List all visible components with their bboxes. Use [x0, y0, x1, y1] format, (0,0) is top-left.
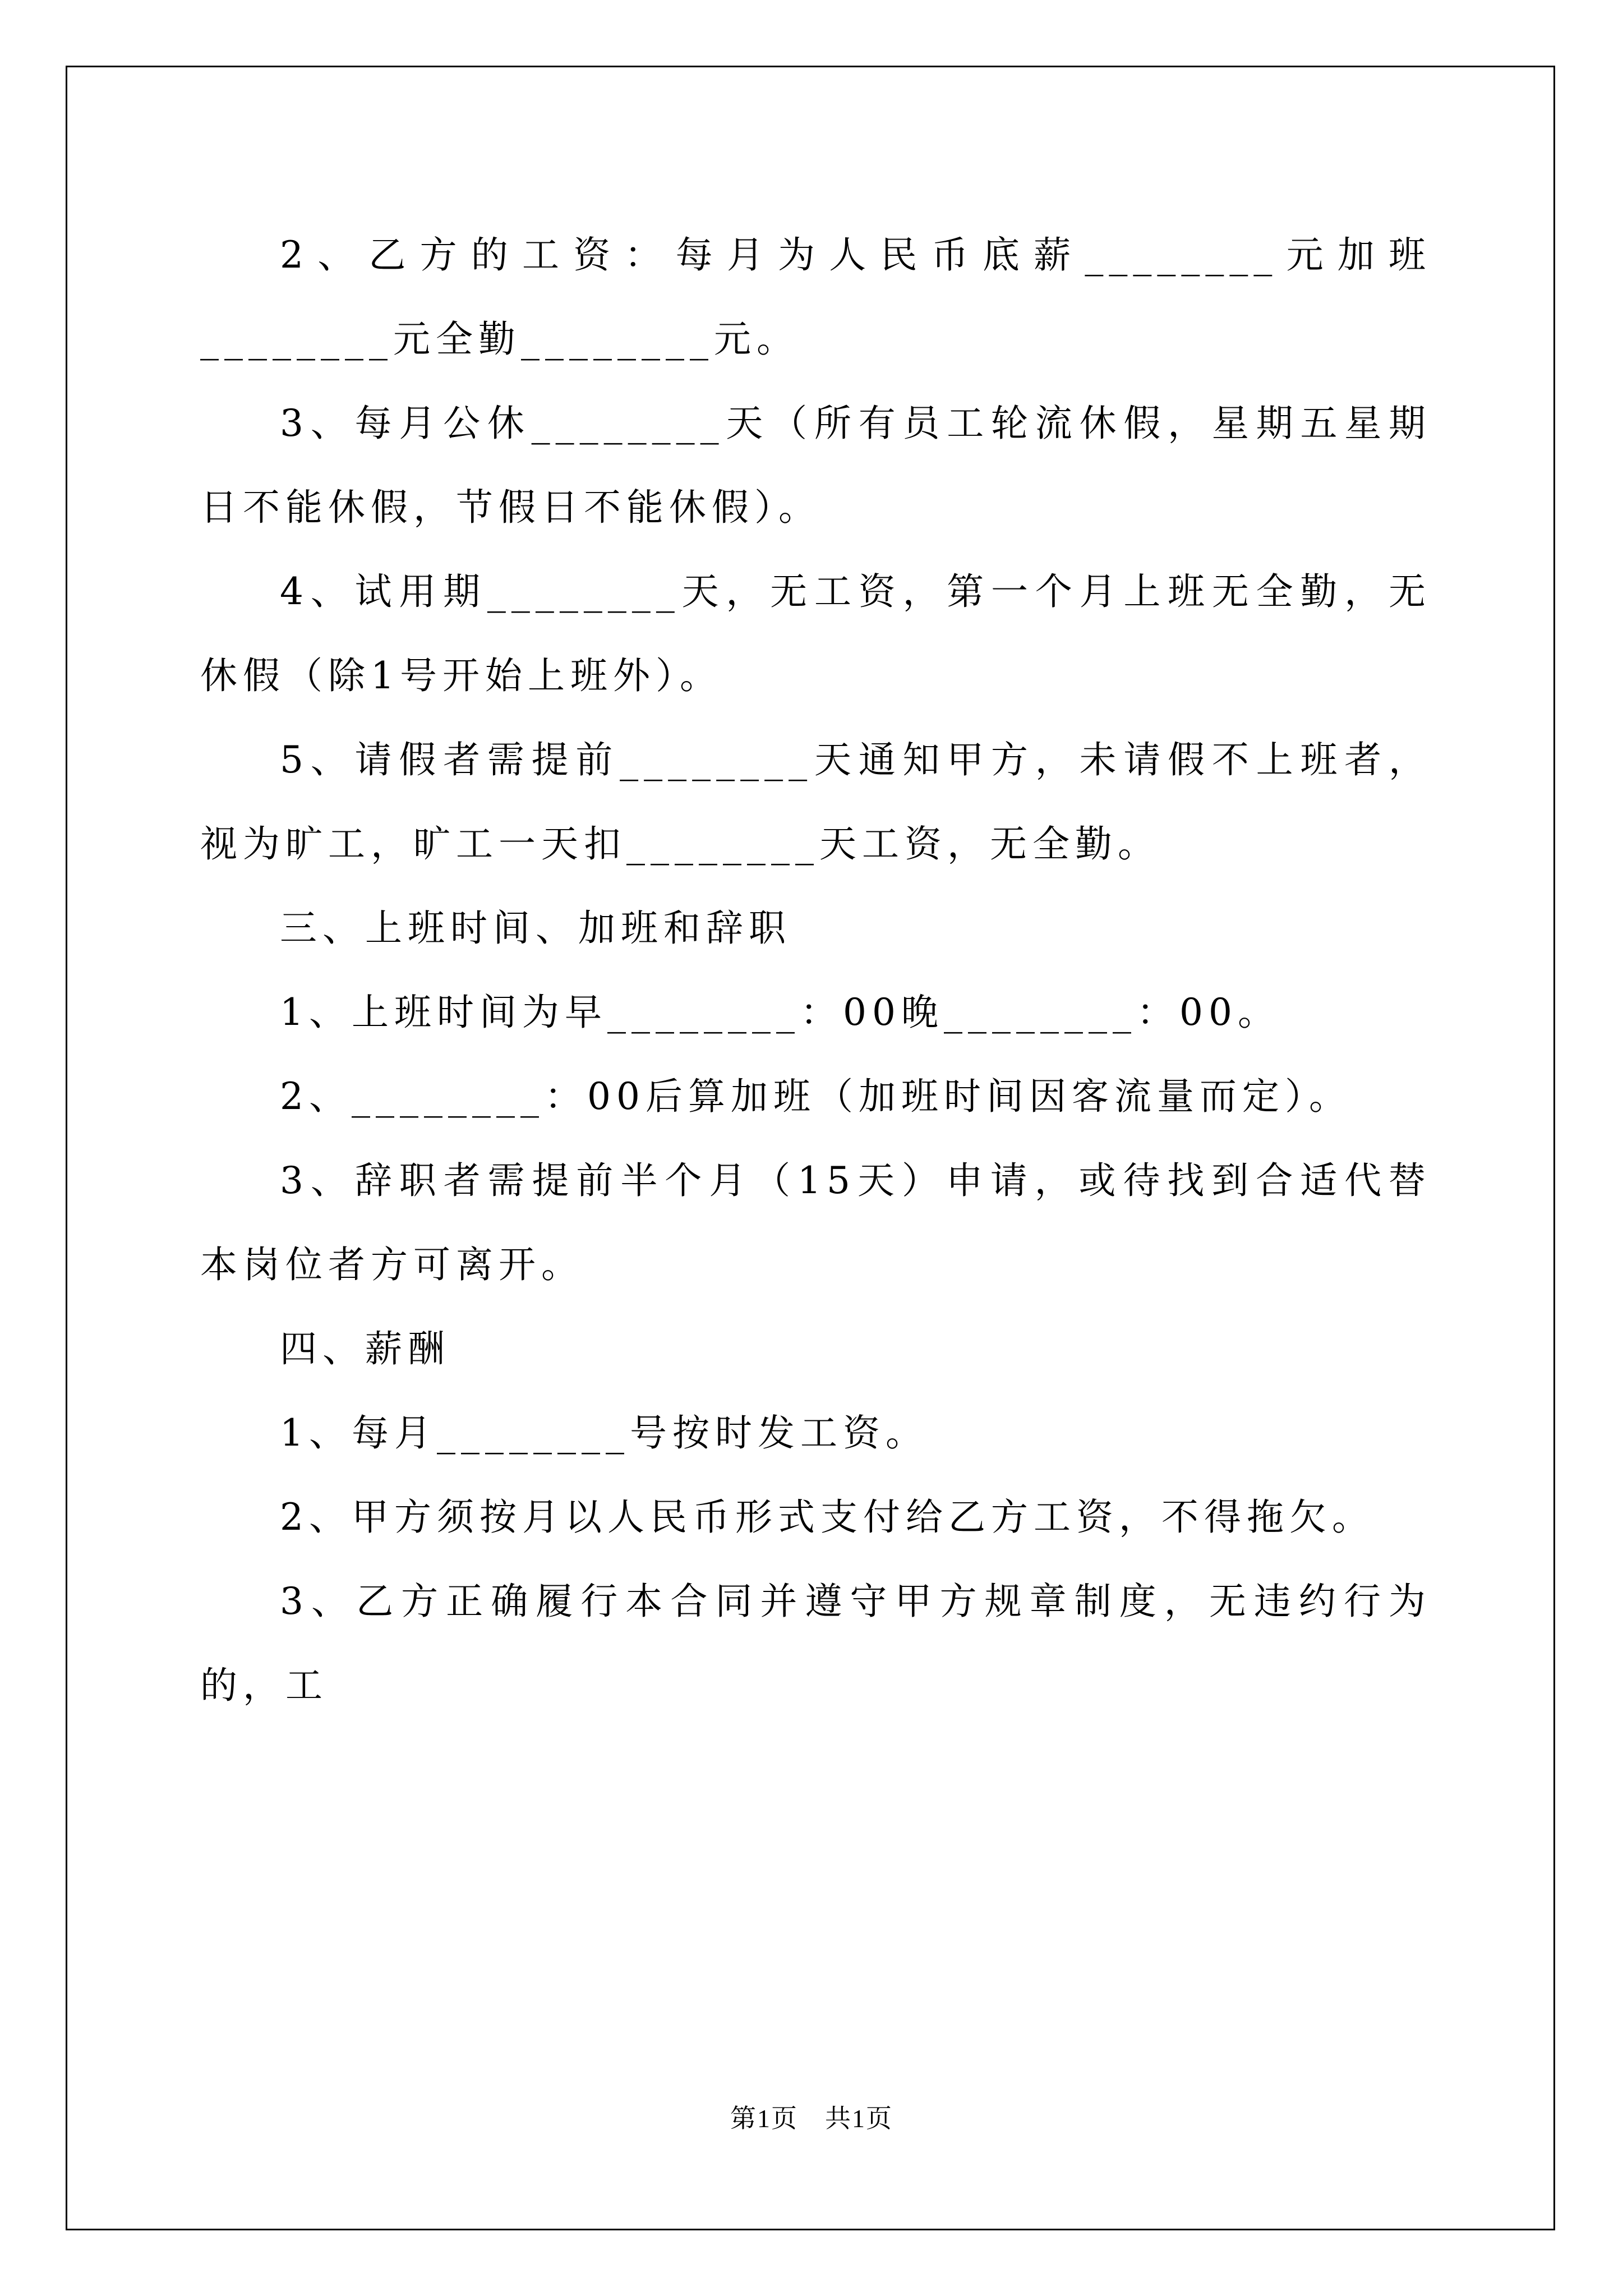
document-body — [200, 213, 1431, 1728]
clause-pay-date: 1、每月________号按时发工资。 — [280, 1411, 928, 1455]
clause-compliance: 3、乙方正确履行本合同并遵守甲方规章制度，无违约行为的，工 — [200, 1580, 1431, 1707]
section-heading-work-hours: 三、上班时间、加班和辞职 — [280, 907, 791, 950]
clause-overtime: 2、________：00后算加班（加班时间因客流量而定）。 — [280, 1075, 1352, 1118]
clause-leave: 5、请假者需提前________天通知甲方，未请假不上班者，视为旷工，旷工一天扣________天工资，无全勤。 — [200, 738, 1431, 866]
clause-rest-days: 3、每月公休________天（所有员工轮流休假，星期五星期日不能休假，节假日不能休假）。 — [200, 402, 1431, 529]
clause-resignation: 3、辞职者需提前半个月（15天）申请，或待找到合适代替本岗位者方可离开。 — [200, 1159, 1431, 1286]
section-heading-pay: 四、薪酬 — [280, 1327, 450, 1370]
clause-pay-method: 2、甲方须按月以人民币形式支付给乙方工资，不得拖欠。 — [280, 1496, 1375, 1539]
clause-probation: 4、试用期________天，无工资，第一个月上班无全勤，无休假（除1号开始上班外）。 — [200, 570, 1431, 697]
clause-work-time: 1、上班时间为早________：00晚________：00。 — [280, 991, 1280, 1034]
page-number-footer: 第1页 共1页 — [730, 2104, 893, 2133]
clause-salary: 2、乙方的工资：每月为人民币底薪________元加班________元全勤________元。 — [200, 233, 1431, 361]
